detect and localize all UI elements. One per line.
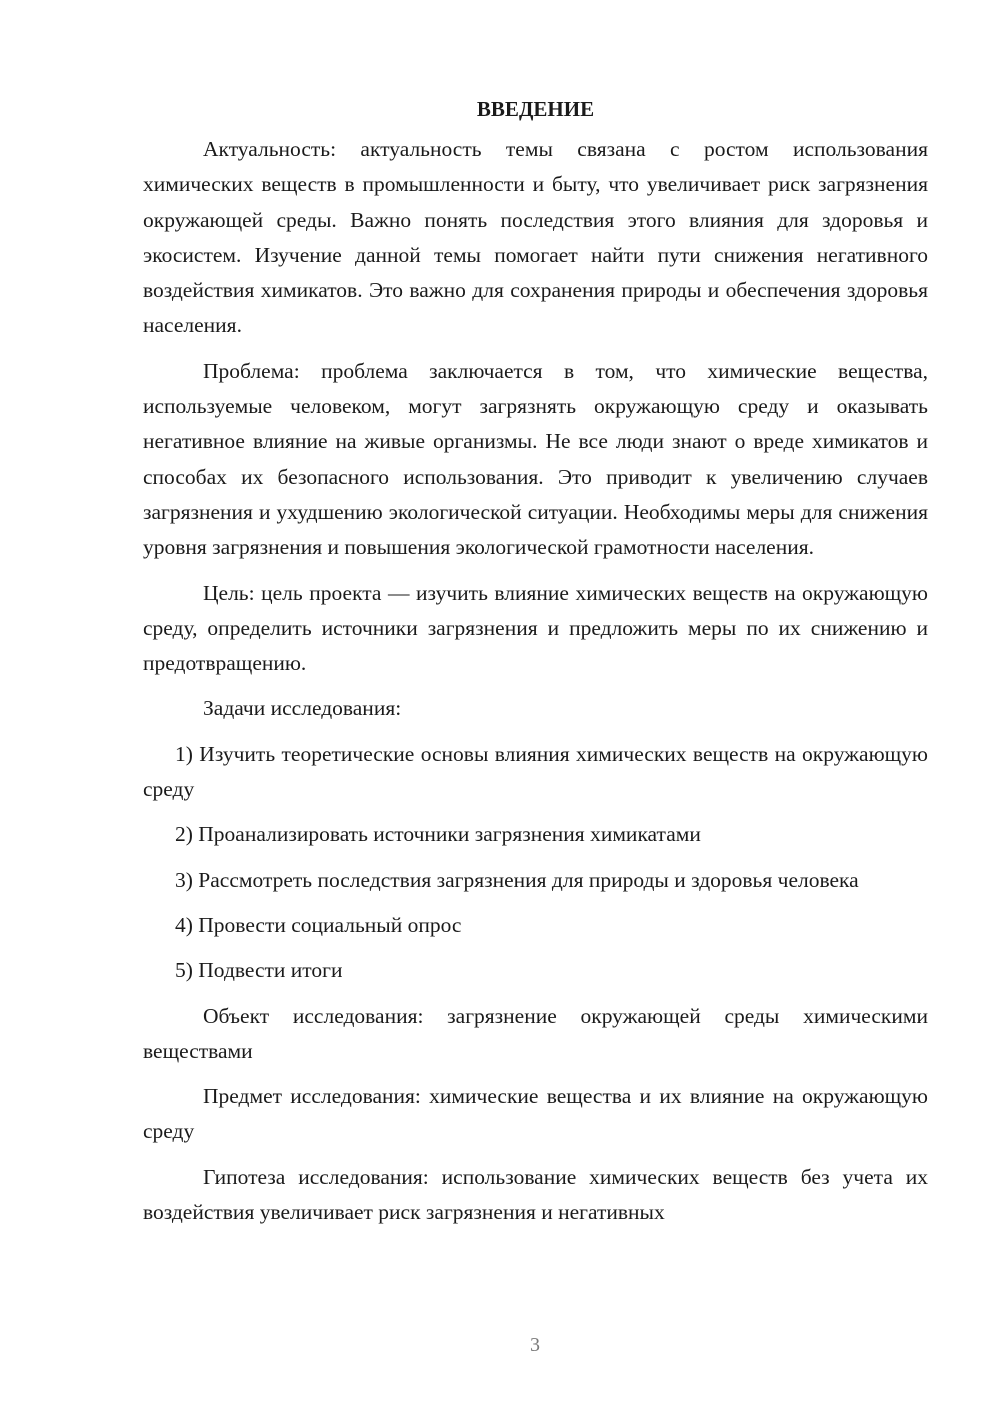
page-number: 3 [530, 1334, 540, 1356]
paragraph-object: Объект исследования: загрязнение окружающей среды химическими веществами [143, 1003, 928, 1063]
list-item: 5) Подвести итоги [175, 958, 343, 983]
paragraph-subject: Предмет исследования: химические вещества и их влияние на окружающую среду [143, 1084, 928, 1144]
list-item: 4) Провести социальный опрос [175, 912, 462, 937]
paragraph-problem: Проблема: проблема заключается в том, что химические вещества, используемые человеком, могут загрязнять окружающую среду и оказывать негативное влияние на живые организмы. Не все люди знают о вреде химикатов и способах их безопасного использования. Это приводит к увеличению случаев загрязнения и ухудшению экологической ситуации. Необходимы меры для снижения уровня загрязнения и повышения экологической грамотности населения. [143, 358, 928, 560]
list-item: 2) Проанализировать источники загрязнения химикатами [175, 822, 701, 847]
list-item: 1) Изучить теоретические основы влияния химических веществ на окружающую среду [143, 741, 928, 802]
tasks-list [143, 737, 928, 989]
paragraph-hypothesis: Гипотеза исследования: использование химических веществ без учета их воздействия увеличивает риск загрязнения и негативных [143, 1164, 928, 1225]
tasks-heading: Задачи исследования: [203, 696, 402, 721]
section-title: ВВЕДЕНИЕ [476, 97, 595, 121]
list-item: 3) Рассмотреть последствия загрязнения для природы и здоровья человека [175, 867, 859, 892]
paragraph-relevance: Актуальность: актуальность темы связана с ростом использования химических веществ в промышленности и быту, что увеличивает риск загрязнения окружающей среды. Важно понять последствия этого влияния для здоровья и экосистем. Изучение данной темы помогает найти пути снижения негативного воздействия химикатов. Это важно для сохранения природы и обеспечения здоровья населения. [143, 137, 928, 338]
paragraph-goal: Цель: цель проекта — изучить влияние химических веществ на окружающую среду, определить источники загрязнения и предложить меры по их снижению и предотвращению. [143, 580, 928, 676]
document-page [143, 92, 928, 1240]
